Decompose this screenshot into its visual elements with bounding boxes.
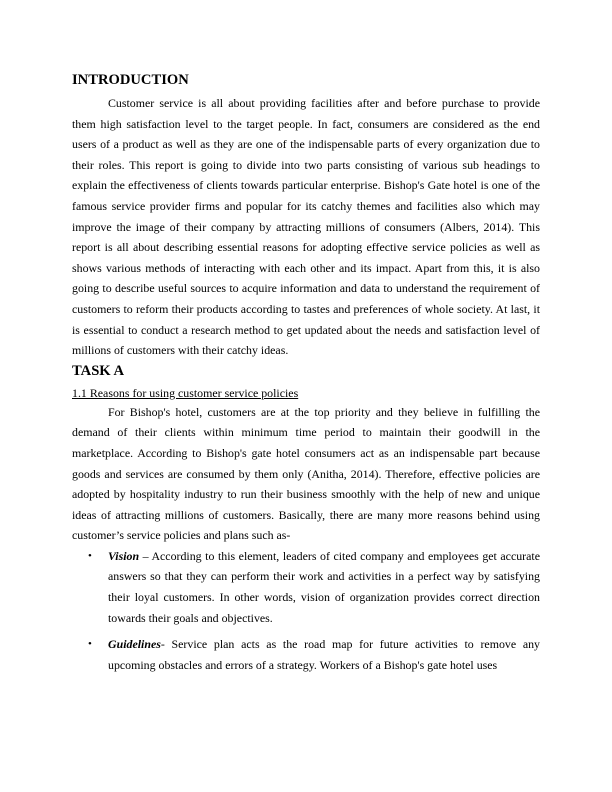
bullet-icon: • bbox=[88, 638, 92, 651]
bullet-text: - Service plan acts as the road map for future activities to remove any upcoming obstacles and errors of a strategy. Workers of a Bishop's gate hotel uses bbox=[108, 637, 540, 672]
task-a-subheading: 1.1 Reasons for using customer service policies bbox=[72, 385, 299, 400]
bullet-term: Guidelines bbox=[108, 637, 161, 652]
task-a-heading: TASK A bbox=[72, 362, 125, 379]
bullet-icon: • bbox=[88, 549, 92, 562]
bullet-text: – According to this element, leaders of cited company and employees get accurate answers so that they can perform their work and activities in a perfect way by satisfying their loyal customers. In other words, vision of organization provides correct direction towards their goals and objectives. bbox=[108, 548, 540, 625]
list-item-guidelines bbox=[72, 634, 540, 675]
introduction-paragraph: Customer service is all about providing facilities after and before purchase to provide them high satisfaction level to the target people. In fact, consumers are considered as the end users of a product as well as they are one of the indispensable parts of every organization due to their roles. This report is going to divide into two parts consisting of various sub headings to explain the effectiveness of clients towards particular enterprise. Bishop's Gate hotel is one of the famous service provider firms and popular for its catchy themes and facilities also which may improve the image of their company by attracting millions of consumers (Albers, 2014). This report is all about describing essential reasons for adopting effective service policies as well as shows various methods of interacting with each other and its impact. Apart from this, it is also going to describe useful sources to acquire information and data to understand the requirement of customers to reform their products according to tastes and preferences of whole society. At last, it is essential to conduct a research method to get updated about the needs and satisfaction level of millions of customers with their catchy ideas. bbox=[72, 96, 540, 358]
list-item-vision bbox=[72, 546, 540, 628]
reasons-list bbox=[72, 546, 540, 676]
bullet-term: Vision bbox=[108, 548, 140, 563]
task-a-paragraph: For Bishop's hotel, customers are at the top priority and they believe in fulfilling the demand of their clients within minimum time period to maintain their goodwill in the marketplace. According to Bishop's gate hotel consumers act as an indispensable part because goods and services are consumed by them only (Anitha, 2014). Therefore, effective policies are adopted by hospitality industry to run their business smoothly with the help of new and unique ideas of attracting millions of customers. Basically, there are many more reasons behind using customer’s service policies and plans such as- bbox=[72, 404, 540, 543]
document-page bbox=[72, 70, 540, 681]
introduction-heading: INTRODUCTION bbox=[72, 72, 189, 88]
